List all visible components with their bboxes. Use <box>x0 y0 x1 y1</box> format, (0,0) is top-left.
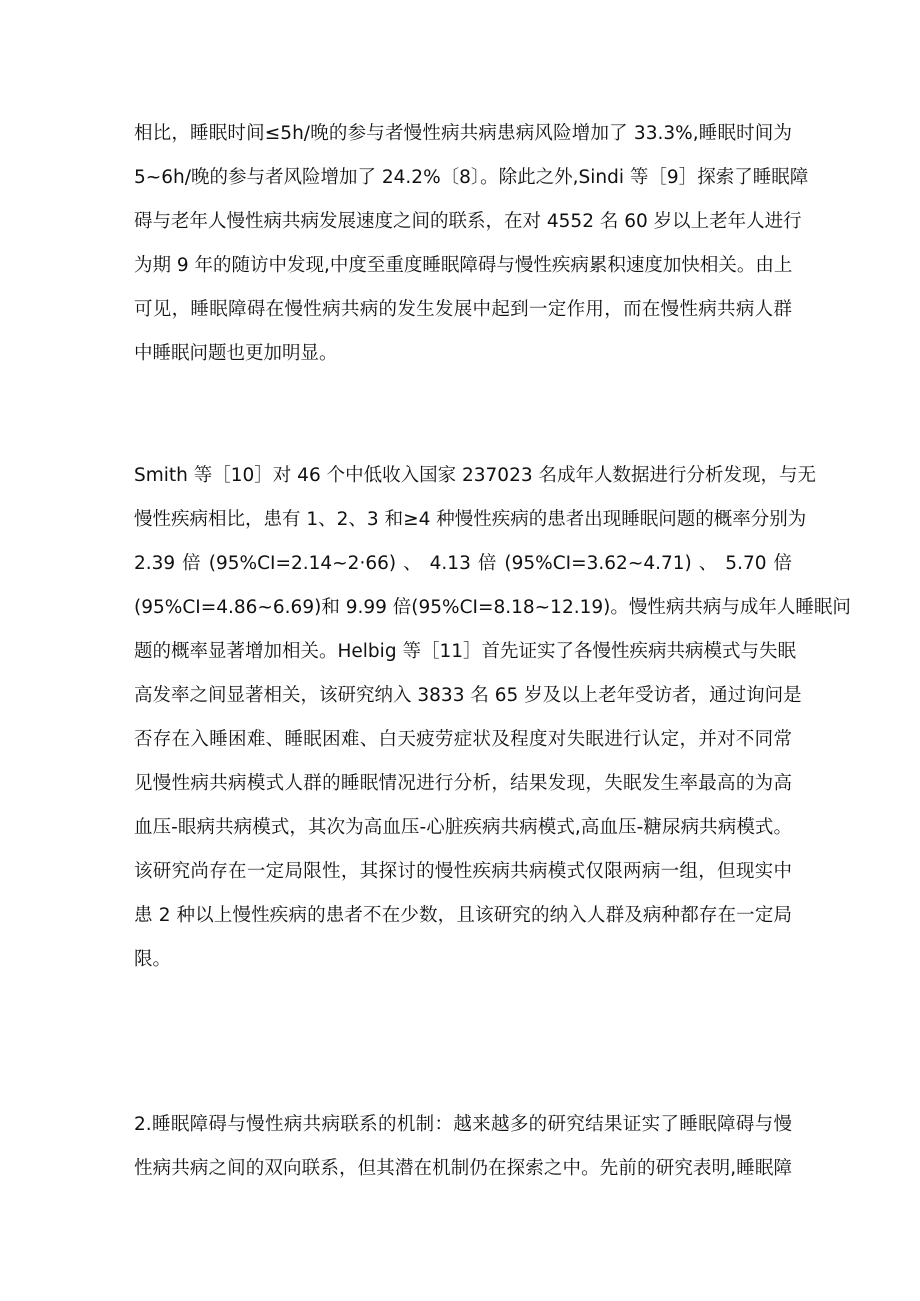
text-line: 否存在入睡困难、睡眠困难、白天疲劳症状及程度对失眠进行认定，并对不同常 <box>134 729 792 750</box>
text-line: Smith 等［10］对 46 个中低收入国家 237023 名成年人数据进行分析发现，与无 <box>134 465 816 486</box>
text-line: 2.睡眠障碍与慢性病共病联系的机制：越来越多的研究结果证实了睡眠障碍与慢 <box>134 1114 792 1135</box>
text-line: 题的概率显著增加相关。Helbig 等［11］首先证实了各慢性疾病共病模式与失眠 <box>134 641 796 662</box>
text-line: 相比，睡眠时间≤5h/晚的参与者慢性病共病患病风险增加了 33.3%,睡眠时间为 <box>134 123 792 144</box>
text-line: 性病共病之间的双向联系，但其潜在机制仍在探索之中。先前的研究表明,睡眠障 <box>134 1158 792 1179</box>
text-line: 中睡眠问题也更加明显。 <box>134 343 338 364</box>
text-line: (95%CI=4.86~6.69)和 9.99 倍(95%CI=8.18~12.19)。慢性病共病与成年人睡眠问 <box>134 597 851 618</box>
text-line: 5~6h/晚的参与者风险增加了 24.2%〔8〕。除此之外,Sindi 等［9］探索了睡眠障 <box>134 167 809 188</box>
text-line: 该研究尚存在一定局限性，其探讨的慢性疾病共病模式仅限两病一组，但现实中 <box>134 861 792 882</box>
text-line: 血压-眼病共病模式，其次为高血压-心脏疾病共病模式,高血压-糖尿病共病模式。 <box>134 817 792 838</box>
text-line: 见慢性病共病模式人群的睡眠情况进行分析，结果发现，失眠发生率最高的为高 <box>134 773 792 794</box>
text-line: 患 2 种以上慢性疾病的患者不在少数，且该研究的纳入人群及病种都存在一定局 <box>134 905 792 926</box>
text-line: 慢性疾病相比，患有 1、2、3 和≥4 种慢性疾病的患者出现睡眠问题的概率分别为 <box>134 509 807 530</box>
text-line: 为期 9 年的随访中发现,中度至重度睡眠障碍与慢性疾病累积速度加快相关。由上 <box>134 255 793 276</box>
text-line: 碍与老年人慢性病共病发展速度之间的联系，在对 4552 名 60 岁以上老年人进行 <box>134 211 802 232</box>
paragraph-sleep-duration <box>134 112 809 376</box>
text-line: 可见，睡眠障碍在慢性病共病的发生发展中起到一定作用，而在慢性病共病人群 <box>134 299 792 320</box>
paragraph-smith-helbig <box>134 454 851 982</box>
text-line: 高发率之间显著相关，该研究纳入 3833 名 65 岁及以上老年受访者，通过询问是 <box>134 685 802 706</box>
text-line: 限。 <box>134 949 172 970</box>
paragraph-mechanism <box>134 1103 792 1191</box>
text-line: 2.39 倍 (95%CI=2.14~2·66) 、 4.13 倍 (95%CI=3.62~4.71) 、 5.70 倍 <box>134 553 792 574</box>
